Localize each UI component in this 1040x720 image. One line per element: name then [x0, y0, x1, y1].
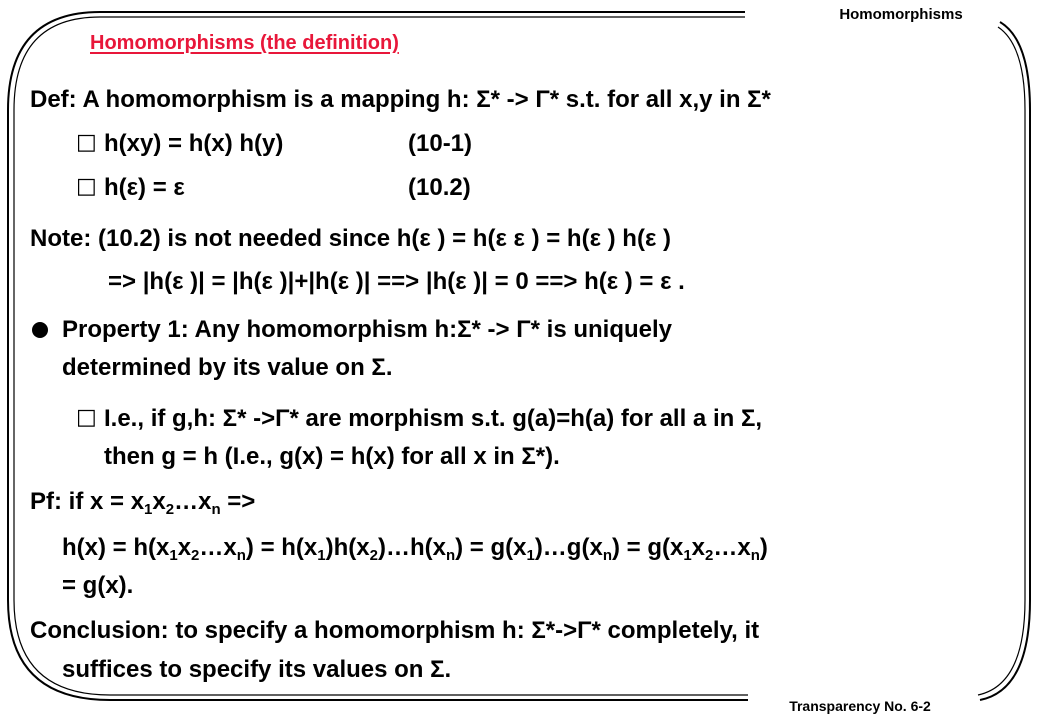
definition-line: Def: A homomorphism is a mapping h: Σ* -> Γ* s.t. for all x,y in Σ*	[30, 86, 771, 113]
proof-equation-line: $h(x) = h(x_1x_2\dots x_n)$ = $h(x_1)h(x_2)\dots h(x_n)$ = $g(x_1)\dots g(x_n)$ = $g(x_1x_2\dots x_n)$	[62, 534, 768, 564]
missing-glyph-square-icon: □	[76, 174, 97, 199]
proof-result-line: = g(x).	[62, 572, 134, 599]
conclusion-line-2: suffices to specify its values on Σ.	[62, 656, 452, 683]
proof-line: Pf: if $x = x_1x_2\dots x_n$ =>	[30, 488, 256, 518]
note-derivation-line: => |h(ε )| = |h(ε )|+|h(ε )| ==> |h(ε )| = 0 ==> h(ε ) = ε .	[108, 268, 685, 295]
ie-line-2: then g = h (I.e., g(x) = h(x) for all x in Σ*).	[104, 443, 560, 470]
note-line: Note: (10.2) is not needed since h(ε ) = h(ε ε ) = h(ε ) h(ε )	[30, 225, 671, 252]
equation-10-2-lhs: h(ε) = ε	[104, 174, 185, 201]
property-1-line-1: Property 1: Any homomorphism h:Σ* -> Γ* is uniquely	[62, 316, 673, 343]
footer-label: Transparency No. 6-2	[789, 698, 931, 714]
equation-10-2-number: (10.2)	[408, 174, 471, 201]
equation-10-1	[104, 130, 283, 158]
conclusion-line-1: Conclusion: to specify a homomorphism h: Σ*->Γ* completely, it	[30, 617, 760, 644]
filled-circle-bullet-icon	[32, 322, 48, 338]
equation-10-1-number: (10-1)	[408, 130, 473, 157]
ie-line-1: I.e., if g,h: Σ* ->Γ* are morphism s.t. g(a)=h(a) for all a in Σ,	[104, 405, 763, 432]
slide-title: Homomorphisms (the definition)	[90, 32, 399, 54]
missing-glyph-square-icon: □	[76, 405, 97, 430]
property-1-line-2: determined by its value on Σ.	[62, 354, 393, 381]
missing-glyph-square-icon: □	[76, 130, 97, 155]
header-title: Homomorphisms	[839, 6, 963, 23]
equation-10-1-lhs: h(xy) = h(x) h(y)	[104, 130, 284, 157]
